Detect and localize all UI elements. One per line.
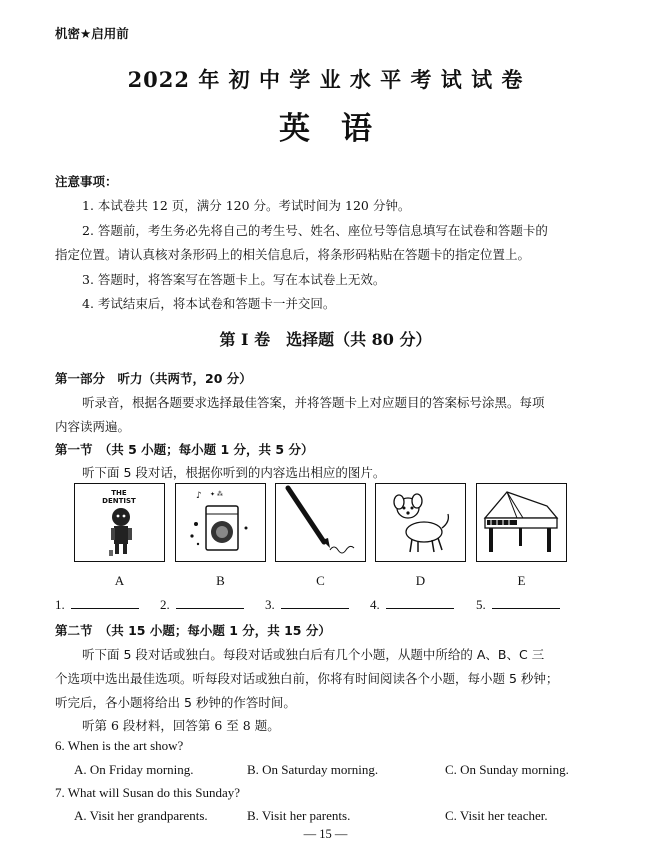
notice-item-2: 2. 答题前，考生务必先将自己的考生号、姓名、座位号等信息填写在试卷和答题卡的 <box>82 223 548 238</box>
picture-a <box>74 483 165 562</box>
question-7-option-a[interactable]: A. Visit her grandparents. <box>74 808 208 823</box>
picture-d <box>375 483 466 562</box>
dentist-icon <box>75 484 163 560</box>
svg-text:✦ ⁂: ✦ ⁂ <box>210 491 223 498</box>
svg-text:♪: ♪ <box>196 491 202 501</box>
picture-label-e: E <box>517 573 526 588</box>
material-instruction: 听第 6 段材料，回答第 6 至 8 题。 <box>82 718 280 733</box>
exam-title: 2022 年 初 中 学 业 水 平 考 试 试 卷 <box>127 67 524 92</box>
answer-blank-3[interactable]: 3. <box>265 597 349 613</box>
question-7-option-b[interactable]: B. Visit her parents. <box>247 808 351 823</box>
answer-blank-5[interactable]: 5. <box>476 597 560 613</box>
question-7-stem: 7. What will Susan do this Sunday? <box>55 785 241 800</box>
dog-icon <box>376 484 464 560</box>
section1-instruction: 听下面 5 段对话，根据你听到的内容选出相应的图片。 <box>82 465 386 480</box>
notice-item-4: 4. 考试结束后，将本试卷和答题卡一并交回。 <box>82 296 336 311</box>
section2-title: 第二节 （共 15 小题；每小题 1 分，共 15 分） <box>55 623 331 638</box>
section2-instruction-2: 个选项中选出最佳选项。听每段对话或独白前，你将有时间阅读各个小题，每小题 5 秒钟； <box>55 671 559 686</box>
subject-title: 英 语 <box>279 111 372 147</box>
part1-instruction-2: 内容读两遍。 <box>55 419 131 434</box>
dentist-sign-line-2: DENTIST <box>102 497 136 505</box>
question-6-option-a[interactable]: A. On Friday morning. <box>74 762 194 777</box>
page-number: — 15 — <box>303 827 348 841</box>
confidential-label: 机密★启用前 <box>55 26 129 41</box>
notice-item-1: 1. 本试卷共 12 页，满分 120 分。考试时间为 120 分钟。 <box>82 198 411 213</box>
picture-label-d: D <box>415 573 426 588</box>
question-6-option-b[interactable]: B. On Saturday morning. <box>247 762 379 777</box>
answer-blank-1[interactable]: 1. <box>55 597 139 613</box>
picture-c <box>275 483 366 562</box>
answer-blank-2[interactable]: 2. <box>160 597 244 613</box>
picture-label-a: A <box>114 573 125 588</box>
washing-machine-icon <box>176 484 264 560</box>
dentist-sign-line-1: THE <box>111 489 127 497</box>
section2-instruction-3: 听完后，各小题将给出 5 秒钟的作答时间。 <box>55 695 296 710</box>
picture-label-b: B <box>216 573 225 588</box>
picture-e <box>476 483 567 562</box>
volume-title: 第 I 卷 选择题（共 80 分） <box>219 330 432 349</box>
notice-item-3: 3. 答题时，将答案写在答题卡上。写在本试卷上无效。 <box>82 272 386 287</box>
pen-icon <box>276 484 364 560</box>
picture-b <box>175 483 266 562</box>
piano-icon <box>477 484 565 560</box>
part1-instruction-1: 听录音，根据各题要求选择最佳答案，并将答题卡上对应题目的答案标号涂黑。每项 <box>82 395 545 410</box>
notice-item-2-cont: 指定位置。请认真核对条形码上的相关信息后，将条形码粘贴在答题卡的指定位置上。 <box>55 247 531 262</box>
part1-title: 第一部分 听力（共两节，20 分） <box>55 371 252 386</box>
question-6-stem: 6. When is the art show? <box>55 738 184 753</box>
question-6-option-c[interactable]: C. On Sunday morning. <box>445 762 569 777</box>
answer-blank-4[interactable]: 4. <box>370 597 454 613</box>
picture-label-c: C <box>316 573 325 588</box>
notice-heading: 注意事项： <box>55 174 118 189</box>
question-7-option-c[interactable]: C. Visit her teacher. <box>445 808 548 823</box>
section2-instruction-1: 听下面 5 段对话或独白。每段对话或独白后有几个小题，从题中所给的 A、B、C 三 <box>82 647 545 662</box>
section1-title: 第一节 （共 5 小题；每小题 1 分，共 5 分） <box>55 442 314 457</box>
